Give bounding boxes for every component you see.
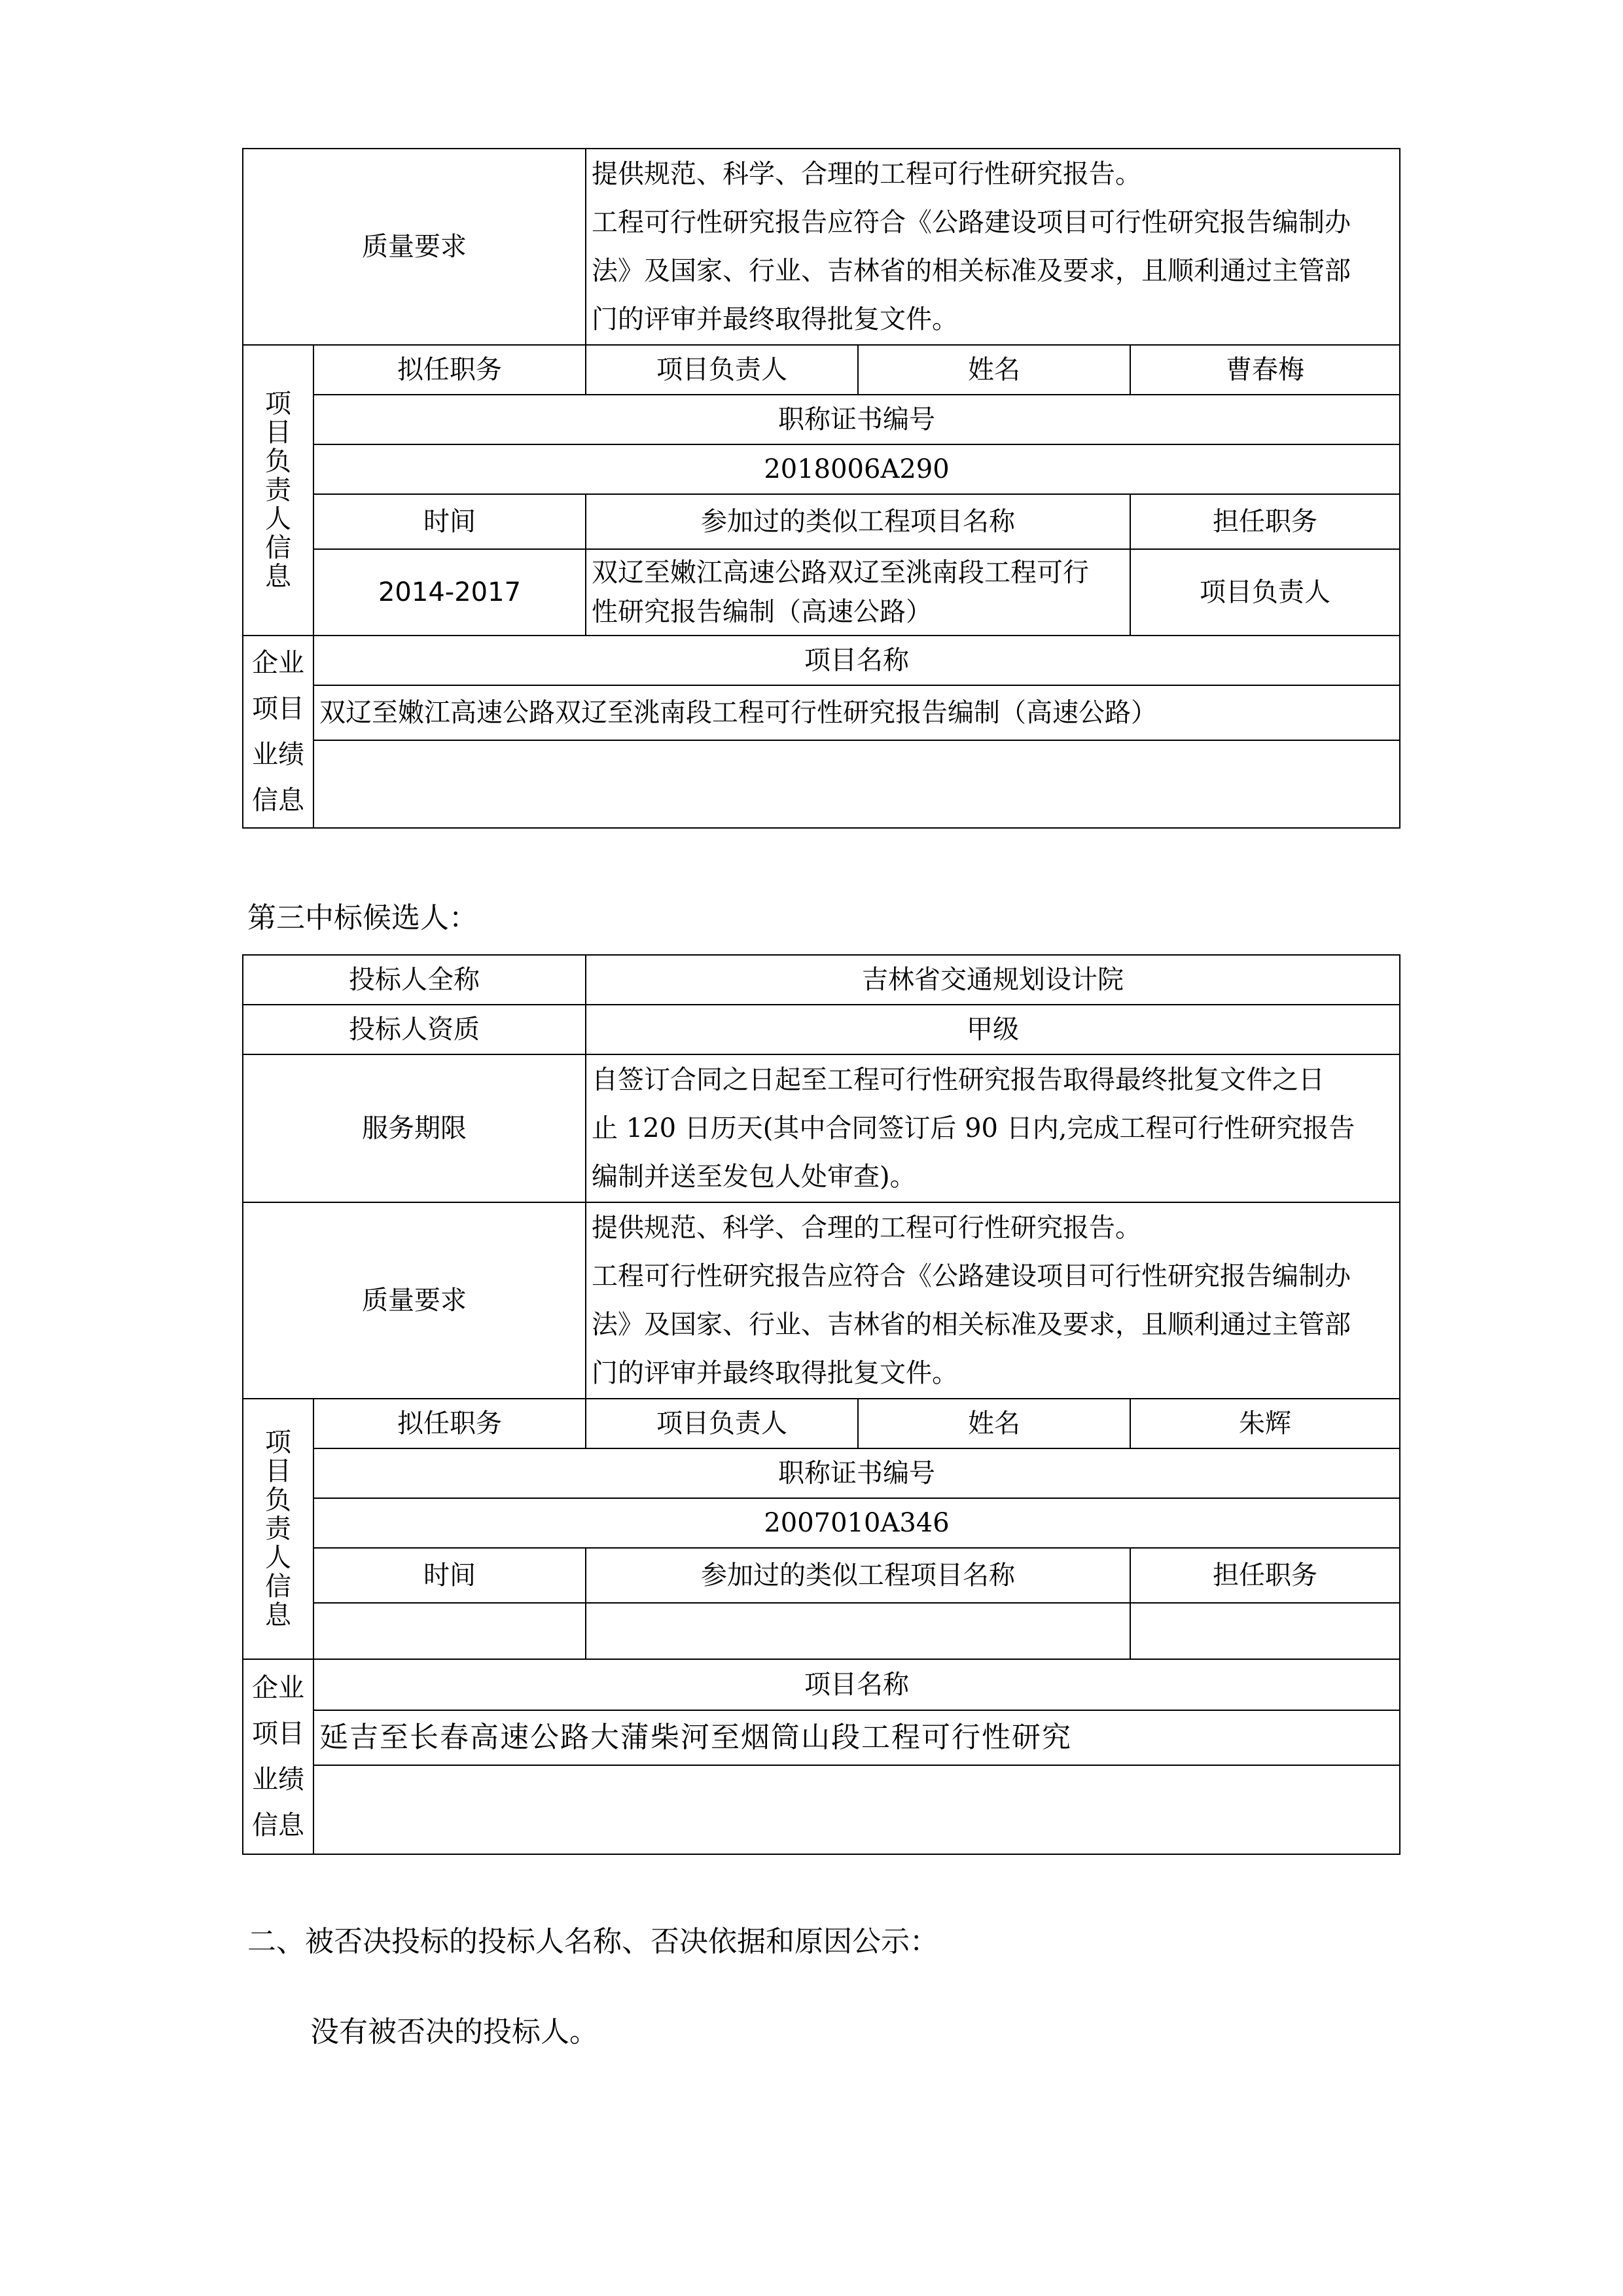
performance-label: 项目名称	[313, 1659, 1400, 1710]
experience-position-empty	[1130, 1603, 1400, 1659]
experience-time: 2014-2017	[313, 549, 586, 636]
cert-value: 2018006A290	[313, 444, 1400, 494]
name-label: 姓名	[858, 345, 1130, 395]
candidate-3-table	[242, 954, 1400, 1855]
experience-time-empty	[313, 1603, 586, 1659]
experience-position: 项目负责人	[1130, 549, 1400, 636]
cert-label: 职称证书编号	[313, 1448, 1400, 1498]
role-value: 项目负责人	[586, 345, 858, 395]
role-label: 拟任职务	[313, 1399, 586, 1448]
quality-value: 提供规范、科学、合理的工程可行性研究报告。 工程可行性研究报告应符合《公路建设项目可行性研究报告编制办 法》及国家、行业、吉林省的相关标准及要求，且顺利通过主管部 门的评审并最终取得批复文件。	[586, 149, 1400, 345]
manager-info-side-label: 项 目 负 责 人 信 息	[243, 345, 313, 636]
time-label: 时间	[313, 494, 586, 549]
bidder-value: 吉林省交通规划设计院	[586, 955, 1400, 1005]
name-label: 姓名	[858, 1399, 1130, 1448]
role-value: 项目负责人	[586, 1399, 858, 1448]
name-value: 朱辉	[1130, 1399, 1400, 1448]
qualification-value: 甲级	[586, 1005, 1400, 1054]
manager-info-side-label: 项 目 负 责 人 信 息	[243, 1399, 313, 1659]
candidate-2-table	[242, 148, 1400, 829]
similar-project-label: 参加过的类似工程项目名称	[586, 1548, 1130, 1603]
position-label: 担任职务	[1130, 1548, 1400, 1603]
performance-value: 双辽至嫩江高速公路双辽至洮南段工程可行性研究报告编制（高速公路）	[313, 685, 1400, 740]
name-value: 曹春梅	[1130, 345, 1400, 395]
third-candidate-heading: 第三中标候选人：	[247, 901, 478, 935]
role-label: 拟任职务	[313, 345, 586, 395]
cert-value: 2007010A346	[313, 1498, 1400, 1548]
rejected-bidders-heading: 二、被否决投标的投标人名称、否决依据和原因公示：	[247, 1925, 938, 1958]
qualification-label: 投标人资质	[243, 1005, 586, 1054]
position-label: 担任职务	[1130, 494, 1400, 549]
performance-empty	[313, 1765, 1400, 1854]
quality-label: 质量要求	[243, 149, 586, 345]
performance-side-label: 企业 项目 业绩 信息	[243, 1659, 313, 1854]
performance-label: 项目名称	[313, 636, 1400, 685]
period-value: 自签订合同之日起至工程可行性研究报告取得最终批复文件之日 止 120 日历天(其中合同签订后 90 日内,完成工程可行性研究报告 编制并送至发包人处审查)。	[586, 1054, 1400, 1202]
performance-value: 延吉至长春高速公路大蒲柴河至烟筒山段工程可行性研究	[313, 1710, 1400, 1765]
performance-empty	[313, 740, 1400, 828]
quality-label: 质量要求	[243, 1202, 586, 1399]
rejected-bidders-text: 没有被否决的投标人。	[310, 2015, 598, 2049]
performance-side-label: 企业 项目 业绩 信息	[243, 636, 313, 828]
time-label: 时间	[313, 1548, 586, 1603]
quality-value: 提供规范、科学、合理的工程可行性研究报告。 工程可行性研究报告应符合《公路建设项目可行性研究报告编制办 法》及国家、行业、吉林省的相关标准及要求，且顺利通过主管部 门的评审并最终取得批复文件。	[586, 1202, 1400, 1399]
similar-project-label: 参加过的类似工程项目名称	[586, 494, 1130, 549]
cert-label: 职称证书编号	[313, 395, 1400, 444]
period-label: 服务期限	[243, 1054, 586, 1202]
bidder-label: 投标人全称	[243, 955, 586, 1005]
experience-project-empty	[586, 1603, 1130, 1659]
experience-project: 双辽至嫩江高速公路双辽至洮南段工程可行 性研究报告编制（高速公路）	[586, 549, 1130, 636]
